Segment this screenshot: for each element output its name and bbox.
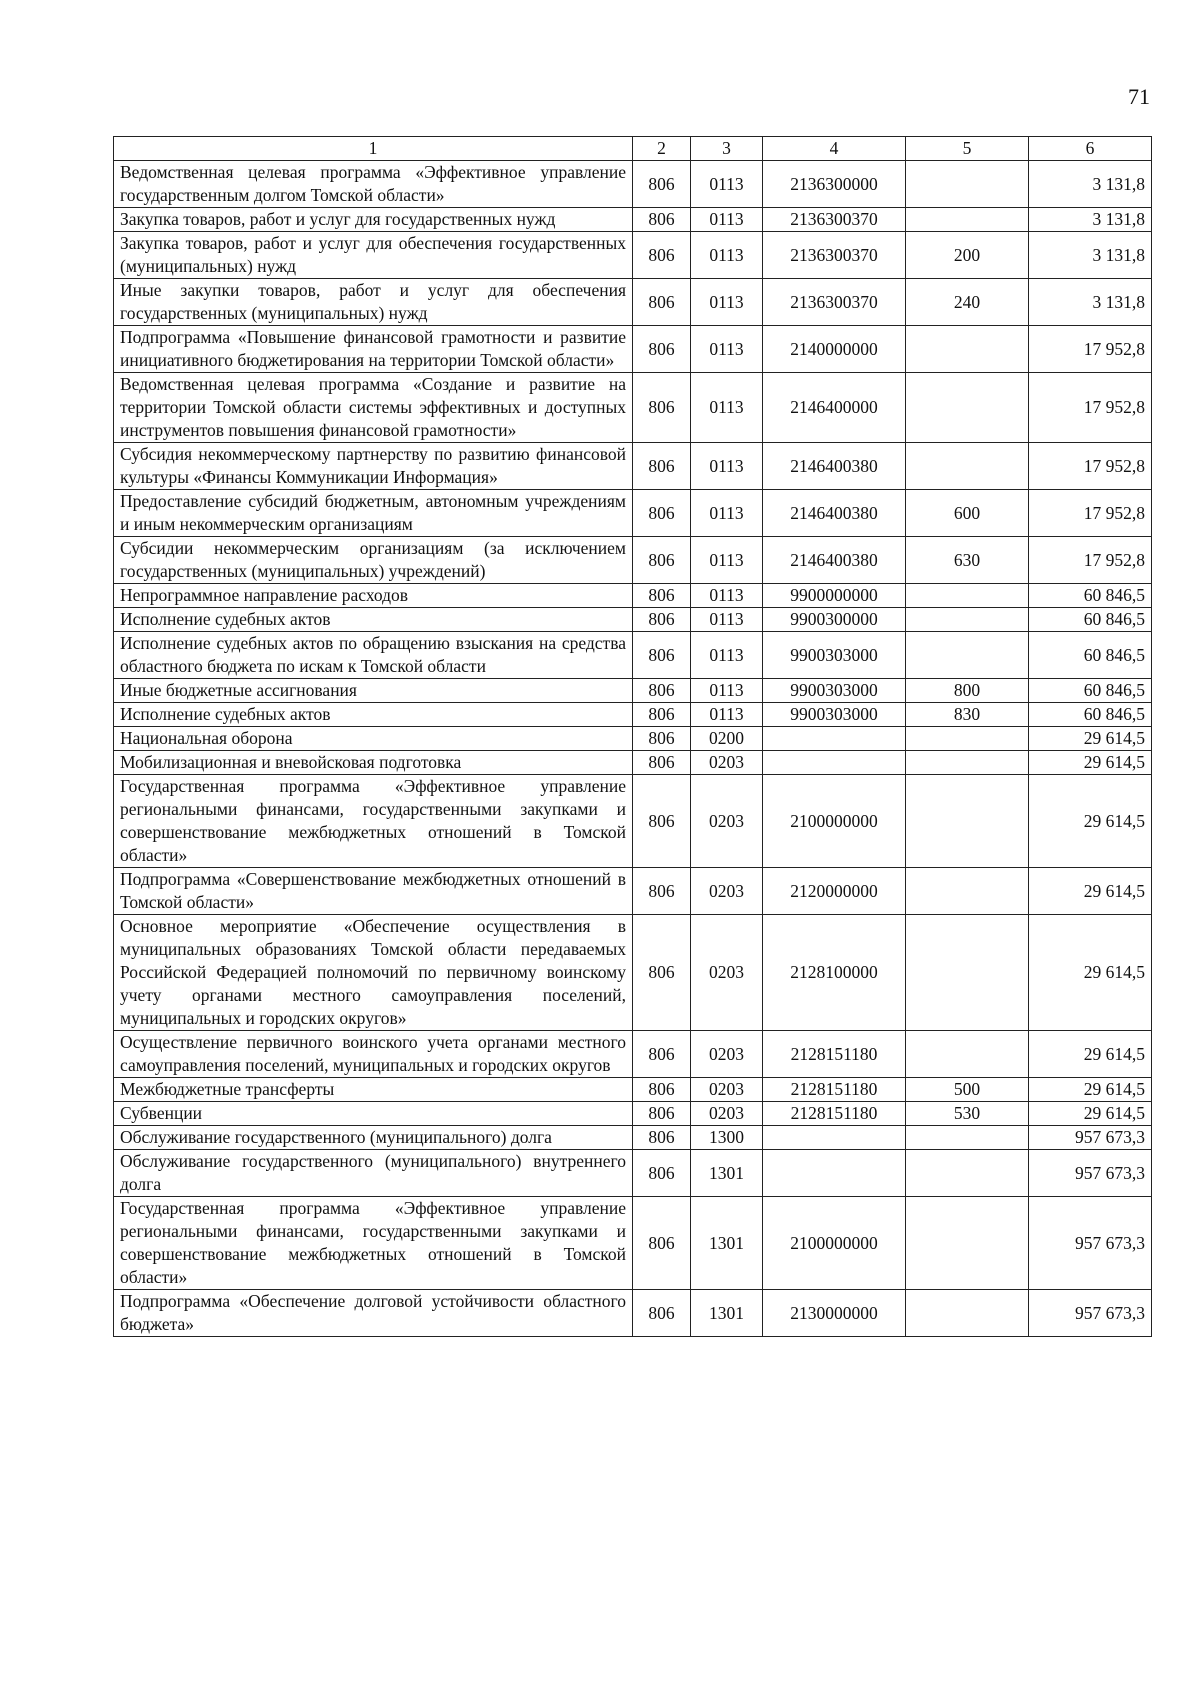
row-name-cell: Осуществление первичного воинского учета органами местного самоуправления поселений, муниципальных и городских округов bbox=[114, 1031, 633, 1078]
table-row bbox=[114, 727, 1152, 751]
row-type-cell bbox=[906, 727, 1029, 751]
row-amount-cell: 29 614,5 bbox=[1029, 915, 1152, 1031]
row-name-cell: Подпрограмма «Совершенствование межбюджетных отношений в Томской области» bbox=[114, 868, 633, 915]
row-section-cell: 0113 bbox=[691, 232, 763, 279]
row-amount-cell: 957 673,3 bbox=[1029, 1150, 1152, 1197]
row-amount-cell: 29 614,5 bbox=[1029, 751, 1152, 775]
row-grbs-cell: 806 bbox=[633, 161, 691, 208]
row-amount-cell: 17 952,8 bbox=[1029, 443, 1152, 490]
table-row bbox=[114, 1102, 1152, 1126]
row-grbs-cell: 806 bbox=[633, 1150, 691, 1197]
row-name-cell: Закупка товаров, работ и услуг для обеспечения государственных (муниципальных) нужд bbox=[114, 232, 633, 279]
row-target-cell: 2128151180 bbox=[763, 1102, 906, 1126]
row-name-cell: Межбюджетные трансферты bbox=[114, 1078, 633, 1102]
row-grbs-cell: 806 bbox=[633, 703, 691, 727]
row-name-cell: Ведомственная целевая программа «Создание и развитие на территории Томской области системы эффективных и доступных инструментов повышения финансовой грамотности» bbox=[114, 373, 633, 443]
table-row bbox=[114, 443, 1152, 490]
row-grbs-cell: 806 bbox=[633, 1031, 691, 1078]
row-amount-cell: 60 846,5 bbox=[1029, 703, 1152, 727]
row-target-cell: 2146400000 bbox=[763, 373, 906, 443]
budget-table bbox=[113, 136, 1152, 1337]
table-row bbox=[114, 584, 1152, 608]
row-grbs-cell: 806 bbox=[633, 490, 691, 537]
row-section-cell: 0113 bbox=[691, 279, 763, 326]
row-target-cell: 2128151180 bbox=[763, 1078, 906, 1102]
row-target-cell: 2100000000 bbox=[763, 775, 906, 868]
row-name-cell: Обслуживание государственного (муниципального) долга bbox=[114, 1126, 633, 1150]
row-target-cell: 2136300370 bbox=[763, 208, 906, 232]
row-grbs-cell: 806 bbox=[633, 232, 691, 279]
row-type-cell bbox=[906, 608, 1029, 632]
row-section-cell: 0113 bbox=[691, 443, 763, 490]
row-target-cell bbox=[763, 751, 906, 775]
row-grbs-cell: 806 bbox=[633, 775, 691, 868]
row-amount-cell: 3 131,8 bbox=[1029, 232, 1152, 279]
row-grbs-cell: 806 bbox=[633, 915, 691, 1031]
row-name-cell: Закупка товаров, работ и услуг для государственных нужд bbox=[114, 208, 633, 232]
row-amount-cell: 60 846,5 bbox=[1029, 608, 1152, 632]
row-type-cell bbox=[906, 208, 1029, 232]
row-section-cell: 0113 bbox=[691, 161, 763, 208]
row-name-cell: Субсидия некоммерческому партнерству по развитию финансовой культуры «Финансы Коммуникации Информация» bbox=[114, 443, 633, 490]
row-type-cell bbox=[906, 775, 1029, 868]
row-amount-cell: 957 673,3 bbox=[1029, 1290, 1152, 1337]
row-type-cell bbox=[906, 915, 1029, 1031]
table-body bbox=[114, 161, 1152, 1337]
row-target-cell bbox=[763, 1150, 906, 1197]
row-grbs-cell: 806 bbox=[633, 537, 691, 584]
row-name-cell: Подпрограмма «Обеспечение долговой устойчивости областного бюджета» bbox=[114, 1290, 633, 1337]
row-name-cell: Основное мероприятие «Обеспечение осуществления в муниципальных образованиях Томской области передаваемых Российской Федерацией полномочий по первичному воинскому учету органами местного самоуправления поселений, муниципальных и городских округов» bbox=[114, 915, 633, 1031]
column-header: 2 bbox=[633, 137, 691, 161]
row-amount-cell: 17 952,8 bbox=[1029, 373, 1152, 443]
row-type-cell: 530 bbox=[906, 1102, 1029, 1126]
column-header: 6 bbox=[1029, 137, 1152, 161]
row-target-cell: 2130000000 bbox=[763, 1290, 906, 1337]
row-section-cell: 1301 bbox=[691, 1150, 763, 1197]
row-amount-cell: 3 131,8 bbox=[1029, 279, 1152, 326]
row-type-cell bbox=[906, 161, 1029, 208]
table-row bbox=[114, 679, 1152, 703]
row-name-cell: Субвенции bbox=[114, 1102, 633, 1126]
row-grbs-cell: 806 bbox=[633, 1126, 691, 1150]
table-row bbox=[114, 1150, 1152, 1197]
row-type-cell bbox=[906, 1031, 1029, 1078]
row-grbs-cell: 806 bbox=[633, 608, 691, 632]
column-header: 1 bbox=[114, 137, 633, 161]
row-target-cell: 2136300000 bbox=[763, 161, 906, 208]
table-row bbox=[114, 490, 1152, 537]
column-header: 5 bbox=[906, 137, 1029, 161]
row-section-cell: 0113 bbox=[691, 679, 763, 703]
column-header: 4 bbox=[763, 137, 906, 161]
row-type-cell bbox=[906, 1126, 1029, 1150]
header-row bbox=[114, 137, 1152, 161]
row-type-cell: 600 bbox=[906, 490, 1029, 537]
row-name-cell: Исполнение судебных актов по обращению взыскания на средства областного бюджета по искам к Томской области bbox=[114, 632, 633, 679]
row-section-cell: 0203 bbox=[691, 868, 763, 915]
row-target-cell bbox=[763, 727, 906, 751]
row-type-cell bbox=[906, 373, 1029, 443]
row-name-cell: Непрограммное направление расходов bbox=[114, 584, 633, 608]
row-amount-cell: 29 614,5 bbox=[1029, 868, 1152, 915]
page-number: 71 bbox=[1128, 84, 1150, 109]
row-type-cell bbox=[906, 1290, 1029, 1337]
row-target-cell: 2146400380 bbox=[763, 443, 906, 490]
row-section-cell: 1300 bbox=[691, 1126, 763, 1150]
row-target-cell: 2146400380 bbox=[763, 490, 906, 537]
row-section-cell: 0113 bbox=[691, 584, 763, 608]
row-name-cell: Субсидии некоммерческим организациям (за исключением государственных (муниципальных) учреждений) bbox=[114, 537, 633, 584]
row-grbs-cell: 806 bbox=[633, 279, 691, 326]
table-row bbox=[114, 279, 1152, 326]
table-row bbox=[114, 915, 1152, 1031]
table-row bbox=[114, 608, 1152, 632]
row-target-cell: 2100000000 bbox=[763, 1197, 906, 1290]
row-type-cell bbox=[906, 584, 1029, 608]
row-type-cell bbox=[906, 1197, 1029, 1290]
row-amount-cell: 60 846,5 bbox=[1029, 679, 1152, 703]
row-section-cell: 0203 bbox=[691, 915, 763, 1031]
row-section-cell: 0113 bbox=[691, 537, 763, 584]
row-target-cell: 2136300370 bbox=[763, 232, 906, 279]
row-target-cell: 9900303000 bbox=[763, 703, 906, 727]
row-amount-cell: 3 131,8 bbox=[1029, 161, 1152, 208]
row-section-cell: 0113 bbox=[691, 703, 763, 727]
row-amount-cell: 60 846,5 bbox=[1029, 632, 1152, 679]
row-amount-cell: 3 131,8 bbox=[1029, 208, 1152, 232]
row-amount-cell: 17 952,8 bbox=[1029, 537, 1152, 584]
table-row bbox=[114, 1126, 1152, 1150]
row-amount-cell: 957 673,3 bbox=[1029, 1126, 1152, 1150]
row-type-cell bbox=[906, 868, 1029, 915]
row-section-cell: 0203 bbox=[691, 775, 763, 868]
row-type-cell: 240 bbox=[906, 279, 1029, 326]
row-grbs-cell: 806 bbox=[633, 208, 691, 232]
row-section-cell: 0113 bbox=[691, 632, 763, 679]
row-name-cell: Предоставление субсидий бюджетным, автономным учреждениям и иным некоммерческим организациям bbox=[114, 490, 633, 537]
row-section-cell: 1301 bbox=[691, 1197, 763, 1290]
table-row bbox=[114, 326, 1152, 373]
row-section-cell: 0200 bbox=[691, 727, 763, 751]
table-row bbox=[114, 537, 1152, 584]
table-row bbox=[114, 1290, 1152, 1337]
row-amount-cell: 29 614,5 bbox=[1029, 1102, 1152, 1126]
row-grbs-cell: 806 bbox=[633, 373, 691, 443]
row-type-cell: 630 bbox=[906, 537, 1029, 584]
row-grbs-cell: 806 bbox=[633, 632, 691, 679]
row-type-cell bbox=[906, 751, 1029, 775]
row-name-cell: Иные закупки товаров, работ и услуг для обеспечения государственных (муниципальных) нужд bbox=[114, 279, 633, 326]
row-grbs-cell: 806 bbox=[633, 1078, 691, 1102]
row-section-cell: 0113 bbox=[691, 208, 763, 232]
row-name-cell: Подпрограмма «Повышение финансовой грамотности и развитие инициативного бюджетирования на территории Томской области» bbox=[114, 326, 633, 373]
row-grbs-cell: 806 bbox=[633, 326, 691, 373]
table-row bbox=[114, 373, 1152, 443]
table-row bbox=[114, 208, 1152, 232]
row-grbs-cell: 806 bbox=[633, 751, 691, 775]
row-type-cell bbox=[906, 632, 1029, 679]
row-section-cell: 0113 bbox=[691, 490, 763, 537]
table-row bbox=[114, 232, 1152, 279]
row-target-cell: 2128151180 bbox=[763, 1031, 906, 1078]
row-grbs-cell: 806 bbox=[633, 584, 691, 608]
row-amount-cell: 29 614,5 bbox=[1029, 1031, 1152, 1078]
row-target-cell: 2146400380 bbox=[763, 537, 906, 584]
row-section-cell: 0203 bbox=[691, 1031, 763, 1078]
row-name-cell: Обслуживание государственного (муниципального) внутреннего долга bbox=[114, 1150, 633, 1197]
row-name-cell: Исполнение судебных актов bbox=[114, 703, 633, 727]
table-row bbox=[114, 775, 1152, 868]
row-type-cell: 200 bbox=[906, 232, 1029, 279]
row-name-cell: Государственная программа «Эффективное управление региональными финансами, государственными закупками и совершенствование межбюджетных отношений в Томской области» bbox=[114, 775, 633, 868]
row-section-cell: 0113 bbox=[691, 373, 763, 443]
table-row bbox=[114, 751, 1152, 775]
row-grbs-cell: 806 bbox=[633, 1197, 691, 1290]
row-target-cell: 2140000000 bbox=[763, 326, 906, 373]
row-grbs-cell: 806 bbox=[633, 868, 691, 915]
row-section-cell: 0113 bbox=[691, 326, 763, 373]
row-amount-cell: 17 952,8 bbox=[1029, 326, 1152, 373]
row-amount-cell: 60 846,5 bbox=[1029, 584, 1152, 608]
row-target-cell: 2120000000 bbox=[763, 868, 906, 915]
row-amount-cell: 29 614,5 bbox=[1029, 727, 1152, 751]
table-row bbox=[114, 161, 1152, 208]
row-grbs-cell: 806 bbox=[633, 679, 691, 703]
row-amount-cell: 29 614,5 bbox=[1029, 775, 1152, 868]
row-name-cell: Мобилизационная и вневойсковая подготовка bbox=[114, 751, 633, 775]
row-section-cell: 0203 bbox=[691, 751, 763, 775]
row-type-cell bbox=[906, 1150, 1029, 1197]
row-name-cell: Иные бюджетные ассигнования bbox=[114, 679, 633, 703]
row-grbs-cell: 806 bbox=[633, 1102, 691, 1126]
row-target-cell: 9900300000 bbox=[763, 608, 906, 632]
row-name-cell: Государственная программа «Эффективное управление региональными финансами, государственными закупками и совершенствование межбюджетных отношений в Томской области» bbox=[114, 1197, 633, 1290]
row-type-cell bbox=[906, 443, 1029, 490]
table-row bbox=[114, 1031, 1152, 1078]
row-type-cell: 800 bbox=[906, 679, 1029, 703]
row-section-cell: 1301 bbox=[691, 1290, 763, 1337]
row-name-cell: Ведомственная целевая программа «Эффективное управление государственным долгом Томской области» bbox=[114, 161, 633, 208]
row-name-cell: Исполнение судебных актов bbox=[114, 608, 633, 632]
row-name-cell: Национальная оборона bbox=[114, 727, 633, 751]
table-row bbox=[114, 1197, 1152, 1290]
row-section-cell: 0203 bbox=[691, 1102, 763, 1126]
table-row bbox=[114, 1078, 1152, 1102]
row-amount-cell: 957 673,3 bbox=[1029, 1197, 1152, 1290]
row-type-cell: 830 bbox=[906, 703, 1029, 727]
row-target-cell: 9900303000 bbox=[763, 632, 906, 679]
table-row bbox=[114, 868, 1152, 915]
row-amount-cell: 17 952,8 bbox=[1029, 490, 1152, 537]
row-grbs-cell: 806 bbox=[633, 443, 691, 490]
row-amount-cell: 29 614,5 bbox=[1029, 1078, 1152, 1102]
row-target-cell: 2136300370 bbox=[763, 279, 906, 326]
row-target-cell: 9900303000 bbox=[763, 679, 906, 703]
row-type-cell: 500 bbox=[906, 1078, 1029, 1102]
row-grbs-cell: 806 bbox=[633, 1290, 691, 1337]
row-target-cell: 9900000000 bbox=[763, 584, 906, 608]
table-row bbox=[114, 632, 1152, 679]
row-target-cell bbox=[763, 1126, 906, 1150]
row-section-cell: 0113 bbox=[691, 608, 763, 632]
row-type-cell bbox=[906, 326, 1029, 373]
table-row bbox=[114, 703, 1152, 727]
row-grbs-cell: 806 bbox=[633, 727, 691, 751]
row-target-cell: 2128100000 bbox=[763, 915, 906, 1031]
row-section-cell: 0203 bbox=[691, 1078, 763, 1102]
column-header: 3 bbox=[691, 137, 763, 161]
